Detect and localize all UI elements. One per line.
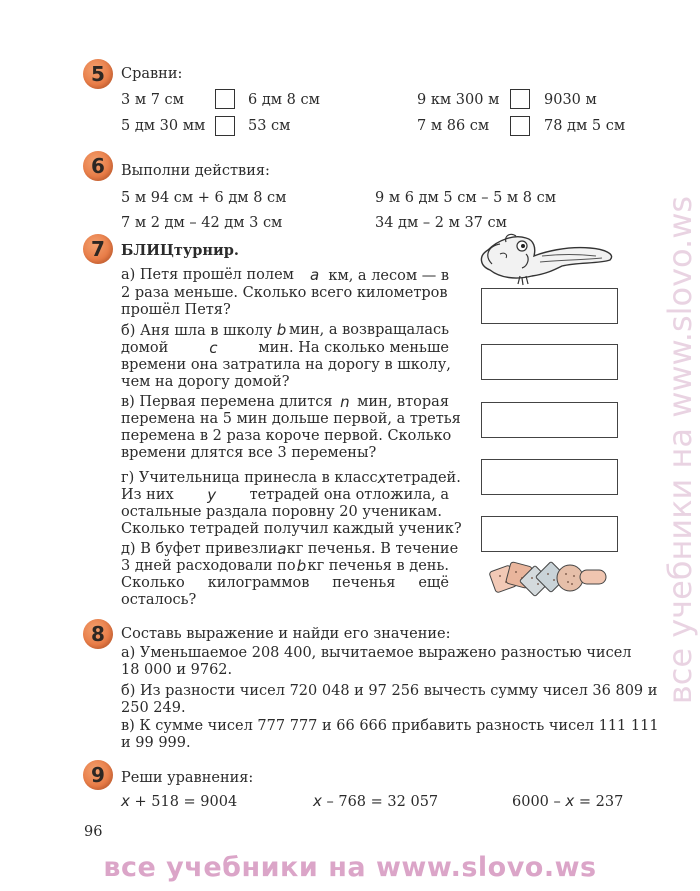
answer-box-d[interactable] [481, 459, 618, 495]
compare-left-3: 9 км 300 м [417, 92, 500, 108]
cookies-illustration [484, 556, 614, 606]
compare-box-2[interactable] [215, 116, 235, 136]
task7-item-b: б) Аня шла в школу b мин, а возвращалась домой c мин. На сколько меньше времени она затратила на дорогу в школу, чем на дорогу домой? [121, 321, 451, 390]
task9-title: Реши уравнения: [121, 770, 254, 786]
task-number-badge-7: 7 [83, 234, 113, 264]
answer-box-a[interactable] [481, 288, 618, 324]
task6-title: Выполни действия: [121, 163, 270, 179]
compare-left-1: 3 м 7 см [121, 92, 184, 108]
task8-item-b-line1: б) Из разности чисел 720 048 и 97 256 вычесть сумму чисел 36 809 и [121, 683, 658, 699]
task8-item-a-line2: 18 000 и 9762. [121, 662, 233, 678]
task8-title: Составь выражение и найди его значение: [121, 626, 451, 642]
compare-right-4: 78 дм 5 см [544, 118, 626, 134]
task6-item-3: 9 м 6 дм 5 см – 5 м 8 см [375, 190, 557, 206]
task-number-badge-9: 9 [83, 760, 113, 790]
watermark-bottom: все учебники на www.slovo.ws [103, 852, 597, 883]
task7-item-c: в) Первая перемена длится n мин, вторая перемена на 5 мин дольше первой, а третья перемена в 2 раза короче первой. Сколько времени длятся все 3 перемены? [121, 393, 461, 461]
task5-title: Сравни: [121, 66, 183, 82]
compare-box-3[interactable] [510, 89, 530, 109]
answer-box-c[interactable] [481, 402, 618, 438]
task7-item-d: г) Учительница принесла в класс x тетрадей. Из них y тетрадей она отложила, а остальные раздала поровну 20 ученикам. Сколько тетрадей получил каждый ученик? [121, 469, 462, 537]
compare-box-4[interactable] [510, 116, 530, 136]
compare-left-4: 7 м 86 см [417, 118, 490, 134]
task8-item-a-line1: а) Уменьшаемое 208 400, вычитаемое выражено разностью чисел [121, 645, 632, 661]
compare-right-2: 53 см [248, 118, 291, 134]
task7-item-a: а) Петя прошёл полем a км, а лесом — в 2 раза меньше. Сколько всего километров прошёл Петя? [121, 266, 449, 318]
task-number-badge-5: 5 [83, 59, 113, 89]
page-number: 96 [84, 824, 103, 840]
equation-1: x + 518 = 9004 [121, 792, 238, 810]
equation-2: x – 768 = 32 057 [313, 792, 439, 810]
answer-box-b[interactable] [481, 344, 618, 380]
task8-item-c-line1: в) К сумме чисел 777 777 и 66 666 прибавить разность чисел 111 111 [121, 718, 659, 734]
task7-title: БЛИЦтурнир. [121, 242, 239, 259]
task8-item-b-line2: 250 249. [121, 700, 186, 716]
watermark-side: все учебники на www.slovo.ws [661, 195, 699, 705]
task6-item-2: 7 м 2 дм – 42 дм 3 см [121, 215, 283, 231]
compare-right-1: 6 дм 8 см [248, 92, 320, 108]
compare-right-3: 9030 м [544, 92, 597, 108]
task6-item-1: 5 м 94 см + 6 дм 8 см [121, 190, 287, 206]
compare-left-2: 5 дм 30 мм [121, 118, 206, 134]
crow-illustration [470, 226, 620, 288]
answer-box-e[interactable] [481, 516, 618, 552]
compare-box-1[interactable] [215, 89, 235, 109]
task-number-badge-8: 8 [83, 619, 113, 649]
task-number-badge-6: 6 [83, 151, 113, 181]
equation-3: 6000 – x = 237 [512, 792, 624, 810]
task7-item-e: д) В буфет привезли a кг печенья. В течение 3 дней расходовали по b кг печенья в день. Сколько килограммов печенья ещё осталось? [121, 540, 459, 608]
task6-item-4: 34 дм – 2 м 37 см [375, 215, 507, 231]
task8-item-c-line2: и 99 999. [121, 735, 191, 751]
